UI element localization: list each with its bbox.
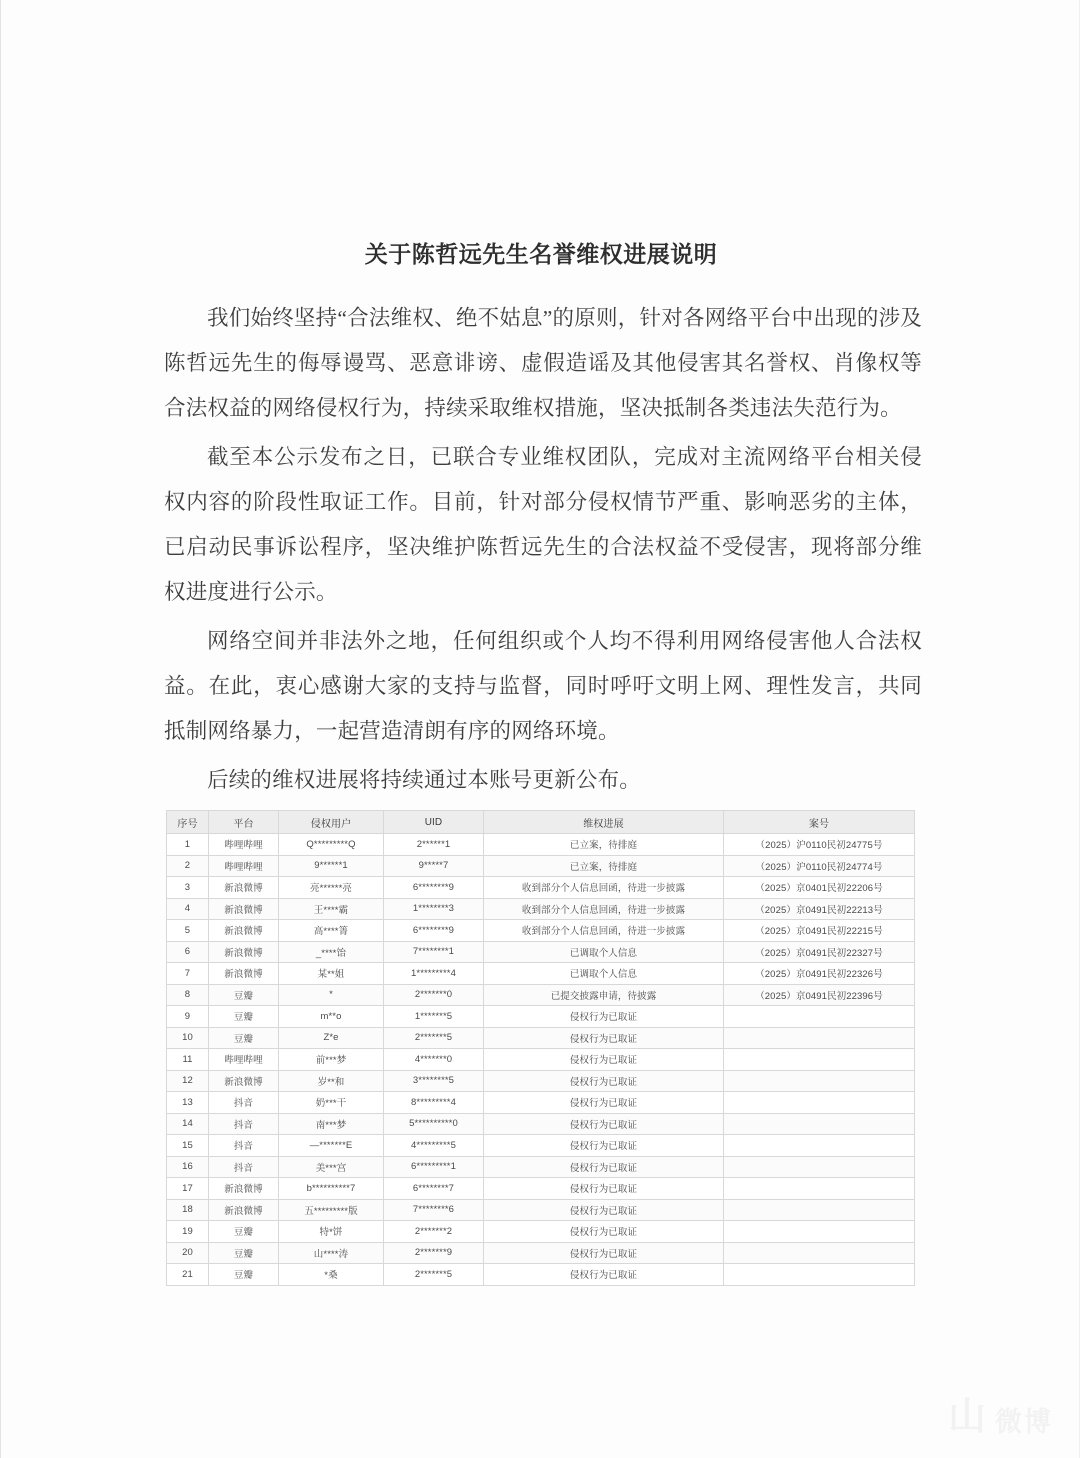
cell-index: 11 xyxy=(167,1049,209,1071)
column-header-index: 序号 xyxy=(167,811,209,834)
cell-uid: 6********9 xyxy=(384,920,484,942)
cell-index: 13 xyxy=(167,1092,209,1114)
cell-uid: 2*******5 xyxy=(384,1027,484,1049)
cell-progress: 侵权行为已取证 xyxy=(484,1221,724,1243)
cell-platform: 抖音 xyxy=(209,1156,279,1178)
cell-user: 奶***干 xyxy=(279,1092,384,1114)
cell-uid: 1*******5 xyxy=(384,1006,484,1028)
cell-user: 前***梦 xyxy=(279,1049,384,1071)
table-header xyxy=(167,811,915,834)
table-row xyxy=(167,855,915,877)
cell-progress: 侵权行为已取证 xyxy=(484,1178,724,1200)
table-body xyxy=(167,834,915,1286)
cell-index: 20 xyxy=(167,1242,209,1264)
cell-uid: 2*******0 xyxy=(384,984,484,1006)
cell-platform: 哔哩哔哩 xyxy=(209,855,279,877)
paragraph: 截至本公示发布之日，已联合专业维权团队，完成对主流网络平台相关侵权内容的阶段性取证工作。目前，针对部分侵权情节严重、影响恶劣的主体，已启动民事诉讼程序，坚决维护陈哲远先生的合法权益不受侵害，现将部分维权进度进行公示。 xyxy=(164,445,922,604)
column-header-case: 案号 xyxy=(724,811,915,834)
cell-case xyxy=(724,1006,915,1028)
cell-index: 9 xyxy=(167,1006,209,1028)
cell-progress: 侵权行为已取证 xyxy=(484,1092,724,1114)
table-row xyxy=(167,877,915,899)
paragraph: 我们始终坚持“合法维权、绝不姑息”的原则，针对各网络平台中出现的涉及陈哲远先生的侮辱谩骂、恶意诽谤、虚假造谣及其他侵害其名誉权、肖像权等合法权益的网络侵权行为，持续采取维权措施，坚决抵制各类违法失范行为。 xyxy=(164,306,922,420)
cell-uid: 2*******5 xyxy=(384,1264,484,1286)
cell-case: （2025）京0401民初22206号 xyxy=(724,877,915,899)
watermark xyxy=(948,1398,1053,1436)
table-header-row xyxy=(167,811,915,834)
table-row xyxy=(167,1070,915,1092)
cell-user: * xyxy=(279,984,384,1006)
cell-progress: 已调取个人信息 xyxy=(484,963,724,985)
cell-user: —*******E xyxy=(279,1135,384,1157)
cell-user: 亮******亮 xyxy=(279,877,384,899)
cell-platform: 新浪微博 xyxy=(209,1199,279,1221)
cell-case: （2025）沪0110民初24774号 xyxy=(724,855,915,877)
claims-table xyxy=(166,810,915,1286)
cell-uid: 4*******0 xyxy=(384,1049,484,1071)
cell-index: 1 xyxy=(167,834,209,856)
cell-index: 12 xyxy=(167,1070,209,1092)
cell-platform: 豆瓣 xyxy=(209,1221,279,1243)
cell-case xyxy=(724,1113,915,1135)
cell-progress: 侵权行为已取证 xyxy=(484,1264,724,1286)
cell-user: 特*饼 xyxy=(279,1221,384,1243)
cell-user: 王****霸 xyxy=(279,898,384,920)
cell-index: 10 xyxy=(167,1027,209,1049)
cell-case xyxy=(724,1221,915,1243)
cell-platform: 豆瓣 xyxy=(209,1242,279,1264)
paragraph: 后续的维权进展将持续通过本账号更新公布。 xyxy=(207,768,642,792)
cell-index: 15 xyxy=(167,1135,209,1157)
cell-user: 岁**和 xyxy=(279,1070,384,1092)
cell-index: 3 xyxy=(167,877,209,899)
cell-uid: 2*******9 xyxy=(384,1242,484,1264)
cell-user: m**o xyxy=(279,1006,384,1028)
cell-progress: 已立案，待排庭 xyxy=(484,855,724,877)
cell-uid: 8*********4 xyxy=(384,1092,484,1114)
cell-progress: 侵权行为已取证 xyxy=(484,1199,724,1221)
cell-uid: 2******1 xyxy=(384,834,484,856)
cell-case xyxy=(724,1070,915,1092)
cell-progress: 收到部分个人信息回函，待进一步披露 xyxy=(484,898,724,920)
cell-case xyxy=(724,1092,915,1114)
page-title: 关于陈哲远先生名誉维权进展说明 xyxy=(364,242,718,267)
cell-uid: 5**********0 xyxy=(384,1113,484,1135)
cell-case: （2025）京0491民初22327号 xyxy=(724,941,915,963)
cell-uid: 9*****7 xyxy=(384,855,484,877)
cell-platform: 新浪微博 xyxy=(209,898,279,920)
table-row xyxy=(167,1178,915,1200)
cell-platform: 豆瓣 xyxy=(209,1006,279,1028)
table-row xyxy=(167,963,915,985)
cell-user: *桑 xyxy=(279,1264,384,1286)
cell-uid: 2*******2 xyxy=(384,1221,484,1243)
cell-progress: 收到部分个人信息回函，待进一步披露 xyxy=(484,920,724,942)
cell-progress: 已提交披露申请，待披露 xyxy=(484,984,724,1006)
cell-case xyxy=(724,1156,915,1178)
cell-case xyxy=(724,1027,915,1049)
cell-case xyxy=(724,1199,915,1221)
cell-index: 5 xyxy=(167,920,209,942)
cell-uid: 3********5 xyxy=(384,1070,484,1092)
table-row xyxy=(167,1242,915,1264)
cell-index: 16 xyxy=(167,1156,209,1178)
table-row xyxy=(167,1156,915,1178)
document-body xyxy=(164,296,922,803)
cell-user: Q*********Q xyxy=(279,834,384,856)
column-header-progress: 维权进展 xyxy=(484,811,724,834)
cell-progress: 收到部分个人信息回函，待进一步披露 xyxy=(484,877,724,899)
table-row xyxy=(167,1092,915,1114)
cell-index: 18 xyxy=(167,1199,209,1221)
cell-user: Z*e xyxy=(279,1027,384,1049)
cell-platform: 哔哩哔哩 xyxy=(209,834,279,856)
cell-case xyxy=(724,1178,915,1200)
cell-index: 14 xyxy=(167,1113,209,1135)
cell-platform: 抖音 xyxy=(209,1092,279,1114)
cell-case: （2025）京0491民初22213号 xyxy=(724,898,915,920)
cell-index: 6 xyxy=(167,941,209,963)
cell-uid: 6*********1 xyxy=(384,1156,484,1178)
cell-platform: 新浪微博 xyxy=(209,920,279,942)
watermark-logo-icon: 山 xyxy=(947,1396,986,1438)
cell-case xyxy=(724,1242,915,1264)
table-row xyxy=(167,1199,915,1221)
cell-index: 8 xyxy=(167,984,209,1006)
cell-uid: 6********9 xyxy=(384,877,484,899)
cell-user: b**********7 xyxy=(279,1178,384,1200)
paragraph: 网络空间并非法外之地，任何组织或个人均不得利用网络侵害他人合法权益。在此，衷心感谢大家的支持与监督，同时呼吁文明上网、理性发言，共同抵制网络暴力，一起营造清朗有序的网络环境。 xyxy=(164,629,922,743)
cell-uid: 4*********5 xyxy=(384,1135,484,1157)
column-header-user: 侵权用户 xyxy=(279,811,384,834)
cell-case xyxy=(724,1135,915,1157)
cell-progress: 侵权行为已取证 xyxy=(484,1027,724,1049)
cell-user: _****饴 xyxy=(279,941,384,963)
cell-uid: 1*********4 xyxy=(384,963,484,985)
cell-case xyxy=(724,1264,915,1286)
column-header-uid: UID xyxy=(384,811,484,834)
cell-user: 某**姐 xyxy=(279,963,384,985)
cell-platform: 新浪微博 xyxy=(209,1070,279,1092)
cell-user: 山****涛 xyxy=(279,1242,384,1264)
cell-user: 南***梦 xyxy=(279,1113,384,1135)
table-row xyxy=(167,1027,915,1049)
cell-uid: 6********7 xyxy=(384,1178,484,1200)
cell-platform: 抖音 xyxy=(209,1135,279,1157)
cell-progress: 侵权行为已取证 xyxy=(484,1006,724,1028)
table-row xyxy=(167,1135,915,1157)
cell-platform: 豆瓣 xyxy=(209,1264,279,1286)
cell-progress: 侵权行为已取证 xyxy=(484,1156,724,1178)
column-header-platform: 平台 xyxy=(209,811,279,834)
cell-index: 7 xyxy=(167,963,209,985)
claims-table-wrapper xyxy=(166,810,914,1286)
cell-index: 17 xyxy=(167,1178,209,1200)
cell-index: 19 xyxy=(167,1221,209,1243)
cell-user: 高****箐 xyxy=(279,920,384,942)
cell-uid: 7********1 xyxy=(384,941,484,963)
cell-case: （2025）京0491民初22215号 xyxy=(724,920,915,942)
cell-platform: 新浪微博 xyxy=(209,963,279,985)
cell-user: 美***宫 xyxy=(279,1156,384,1178)
cell-progress: 已调取个人信息 xyxy=(484,941,724,963)
cell-progress: 侵权行为已取证 xyxy=(484,1242,724,1264)
cell-progress: 侵权行为已取证 xyxy=(484,1113,724,1135)
cell-case: （2025）京0491民初22396号 xyxy=(724,984,915,1006)
cell-user: 五*********版 xyxy=(279,1199,384,1221)
table-row xyxy=(167,1113,915,1135)
cell-platform: 新浪微博 xyxy=(209,941,279,963)
cell-index: 4 xyxy=(167,898,209,920)
cell-platform: 新浪微博 xyxy=(209,877,279,899)
table-row xyxy=(167,1049,915,1071)
table-row xyxy=(167,941,915,963)
cell-platform: 豆瓣 xyxy=(209,1027,279,1049)
table-row xyxy=(167,1264,915,1286)
cell-platform: 新浪微博 xyxy=(209,1178,279,1200)
cell-platform: 哔哩哔哩 xyxy=(209,1049,279,1071)
table-row xyxy=(167,1006,915,1028)
cell-progress: 侵权行为已取证 xyxy=(484,1049,724,1071)
cell-platform: 豆瓣 xyxy=(209,984,279,1006)
cell-user: 9******1 xyxy=(279,855,384,877)
table-row xyxy=(167,1221,915,1243)
table-row xyxy=(167,984,915,1006)
table-row xyxy=(167,920,915,942)
cell-progress: 侵权行为已取证 xyxy=(484,1135,724,1157)
cell-index: 2 xyxy=(167,855,209,877)
cell-uid: 7********6 xyxy=(384,1199,484,1221)
watermark-label: 微博 xyxy=(995,1407,1053,1437)
cell-case xyxy=(724,1049,915,1071)
cell-platform: 抖音 xyxy=(209,1113,279,1135)
cell-case: （2025）京0491民初22326号 xyxy=(724,963,915,985)
cell-index: 21 xyxy=(167,1264,209,1286)
cell-progress: 已立案，待排庭 xyxy=(484,834,724,856)
cell-progress: 侵权行为已取证 xyxy=(484,1070,724,1092)
table-row xyxy=(167,898,915,920)
table-row xyxy=(167,834,915,856)
cell-case: （2025）沪0110民初24775号 xyxy=(724,834,915,856)
cell-uid: 1********3 xyxy=(384,898,484,920)
